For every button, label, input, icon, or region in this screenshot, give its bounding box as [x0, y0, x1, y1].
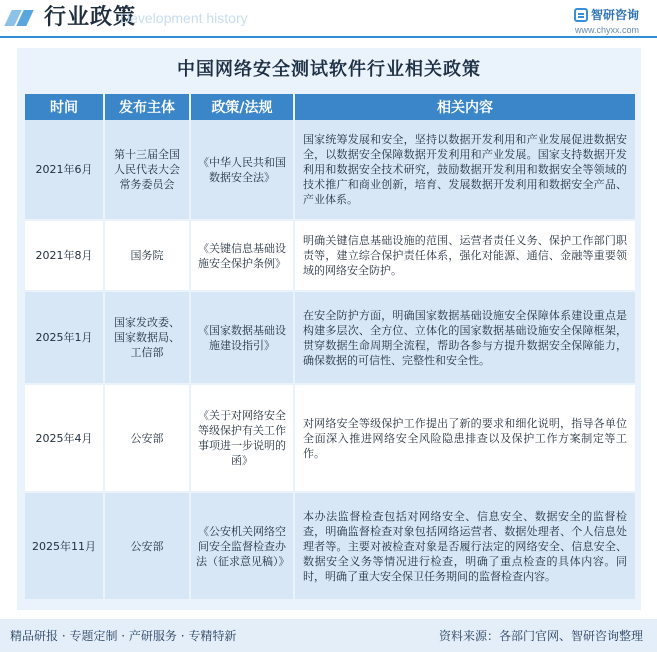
cell-content: 国家统筹发展和安全，坚持以数据开发利用和产业发展促进数据安全，以数据安全保障数据开发利用和产业发展。国家支持数据开发利用和数据安全技术研究，鼓励数据开发利用和数据安全等领域的技术推广和商业创新，培育、发展数据开发利用和数据安全产品、产业体系。 [294, 120, 635, 220]
cell-content: 明确关键信息基础设施的范围、运营者责任义务、保护工作部门职责等，建立综合保护责任体系，强化对能源、通信、金融等重要领域的网络安全防护。 [294, 220, 635, 291]
page-title: 行业政策 [44, 5, 137, 30]
cell-policy: 《关键信息基础设施安全保护条例》 [190, 220, 294, 291]
cell-policy: 《关于对网络安全等级保护有关工作事项进一步说明的函》 [190, 384, 294, 492]
footer-services: 精品研报 · 专题定制 · 产研服务 · 专精特新 [10, 629, 237, 643]
cell-content: 本办法监督检查包括对网络安全、信息安全、数据安全的监督检查，明确监督检查对象包括网络运营者、数据处理者、个人信息处理者等。主要对被检查对象是否履行法定的网络安全、信息安全、数据安全义务等情况进行检查，明确了重点检查的具体内容。同时，明确了重大安全保卫任务期间的监督检查内容。 [294, 492, 635, 600]
cell-issuer: 公安部 [104, 492, 190, 600]
column-header-content: 相关内容 [294, 94, 635, 120]
brand-name: 智研咨询 [590, 8, 639, 22]
cell-issuer: 第十三届全国人民代表大会常务委员会 [104, 120, 190, 220]
title-decoration-icon [6, 10, 40, 26]
table-row [25, 120, 635, 220]
table-row [25, 291, 635, 384]
page-header [0, 0, 657, 40]
header-divider [0, 36, 657, 38]
cell-time: 2025年4月 [25, 384, 104, 492]
cell-issuer: 国务院 [104, 220, 190, 291]
brand-url[interactable]: www.chyxx.com [574, 25, 639, 35]
policy-panel [17, 48, 641, 610]
cell-issuer: 国家发改委、国家数据局、工信部 [104, 291, 190, 384]
cell-content: 对网络安全等级保护工作提出了新的要求和细化说明，指导各单位全面深入推进网络安全风险隐患排查以及保护工作方案制定等工作。 [294, 384, 635, 492]
header-watermark: Development history [120, 10, 248, 26]
brand-logo-icon [574, 8, 588, 22]
cell-time: 2025年11月 [25, 492, 104, 600]
cell-time: 2025年1月 [25, 291, 104, 384]
table-header-row [25, 94, 635, 120]
footer-source: 资料来源：各部门官网、智研咨询整理 [438, 629, 643, 643]
brand[interactable] [574, 4, 639, 35]
table-row [25, 492, 635, 600]
cell-policy: 《中华人民共和国数据安全法》 [190, 120, 294, 220]
policy-table [25, 94, 635, 601]
table-title: 中国网络安全测试软件行业相关政策 [177, 59, 481, 80]
column-header-policy: 政策/法规 [190, 94, 294, 120]
cell-time: 2021年8月 [25, 220, 104, 291]
cell-issuer: 公安部 [104, 384, 190, 492]
table-row [25, 384, 635, 492]
table-row [25, 220, 635, 291]
cell-time: 2021年6月 [25, 120, 104, 220]
cell-policy: 《国家数据基础设施建设指引》 [190, 291, 294, 384]
column-header-time: 时间 [25, 94, 104, 120]
cell-content: 在安全防护方面，明确国家数据基础设施安全保障体系建设重点是构建多层次、全方位、立体化的国家数据基础设施安全保障框架，贯穿数据生命周期全流程，帮助各参与方提升数据安全保障能力，确保数据的可信性、完整性和安全性。 [294, 291, 635, 384]
page-footer [0, 619, 657, 652]
column-header-issuer: 发布主体 [104, 94, 190, 120]
cell-policy: 《公安机关网络空间安全监督检查办法（征求意见稿）》 [190, 492, 294, 600]
